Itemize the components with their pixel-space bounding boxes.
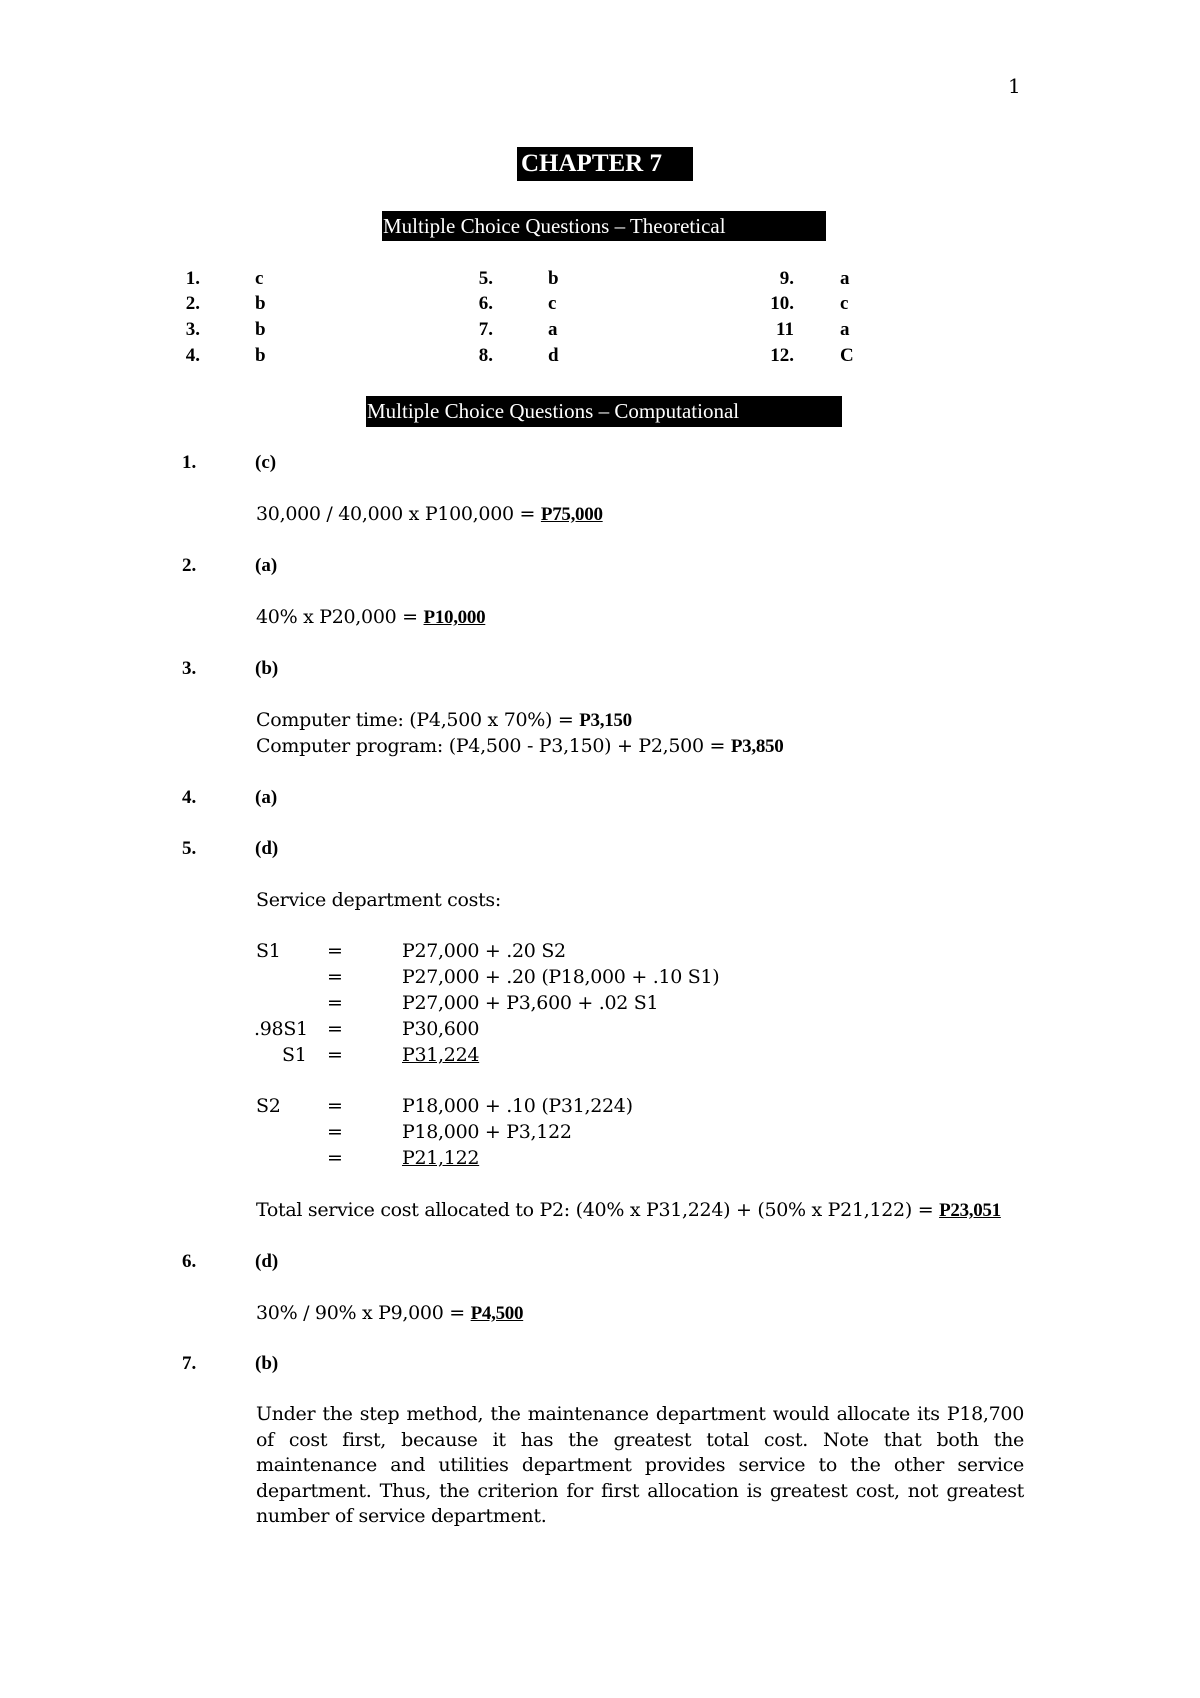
q1-result: P75,000 <box>540 504 603 525</box>
question-number: 6. <box>182 1251 197 1272</box>
theo-answer: d <box>548 345 559 366</box>
equation-rhs: P27,000 + P3,600 + .02 S1 <box>402 992 659 1014</box>
equation-equals: = <box>327 1095 343 1117</box>
equation-equals: = <box>327 940 343 962</box>
theo-num: 6. <box>478 293 493 314</box>
chapter-title: CHAPTER 7 <box>517 147 693 181</box>
equation-equals: = <box>327 1018 343 1040</box>
question-answer: (d) <box>255 1251 279 1272</box>
theo-answer: b <box>255 319 266 340</box>
q7-explanation: Under the step method, the maintenance department would allocate its P18,700 of cost first, because it has the greatest total cost. Note that both the maintenance and utilities department provides service to the other service department. Thus, the criterion for first allocation is greatest cost, not greatest number of service department. <box>256 1403 1024 1527</box>
question-answer: (b) <box>255 1353 279 1374</box>
q6-result: P4,500 <box>470 1303 524 1324</box>
theo-answer: c <box>255 268 264 289</box>
equation-rhs: P27,000 + .20 S2 <box>402 940 566 962</box>
question-number: 5. <box>182 838 197 859</box>
theo-num: 7. <box>478 319 493 340</box>
theo-num: 1. <box>185 268 200 289</box>
theo-num: 8. <box>478 345 493 366</box>
q5-total-service-cost: Total service cost allocated to P2: (40% x P31,224) + (50% x P21,122) = P23,051 <box>256 1199 1001 1221</box>
equation-rhs: P18,000 + .10 (P31,224) <box>402 1095 633 1117</box>
theo-num: 5. <box>478 268 493 289</box>
question-number: 4. <box>182 787 197 808</box>
equation-rhs: P18,000 + P3,122 <box>402 1121 572 1143</box>
equation-equals: = <box>327 992 343 1014</box>
equation-lhs: S2 <box>256 1095 281 1117</box>
q5-total-result: P23,051 <box>939 1200 1001 1221</box>
question-answer: (c) <box>255 452 277 473</box>
theo-num: 4. <box>185 345 200 366</box>
question-number: 2. <box>182 555 197 576</box>
theo-num: 2. <box>185 293 200 314</box>
question-answer: (b) <box>255 658 279 679</box>
q2-calculation: 40% x P20,000 = P10,000 <box>256 606 486 628</box>
theo-num: 3. <box>185 319 200 340</box>
q3-computer-time: Computer time: (P4,500 x 70%) = P3,150 <box>256 709 632 731</box>
equation-equals: = <box>327 1044 343 1066</box>
question-answer: (d) <box>255 838 279 859</box>
question-answer: (a) <box>255 555 278 576</box>
theo-answer: c <box>548 293 557 314</box>
theo-num: 12. <box>770 345 794 366</box>
computational-heading: Multiple Choice Questions – Computational <box>366 396 842 427</box>
q5-intro: Service department costs: <box>256 889 501 911</box>
theo-answer: b <box>255 345 266 366</box>
theo-answer: a <box>840 268 850 289</box>
equation-rhs: P30,600 <box>402 1018 480 1040</box>
theo-answer: a <box>840 319 850 340</box>
theo-num: 11 <box>776 319 794 340</box>
page-number: 1 <box>1008 74 1021 98</box>
question-number: 1. <box>182 452 197 473</box>
question-number: 7. <box>182 1353 197 1374</box>
theo-answer: b <box>255 293 266 314</box>
q3-result-2: P3,850 <box>730 736 784 757</box>
q6-calculation: 30% / 90% x P9,000 = P4,500 <box>256 1302 524 1324</box>
theo-answer: C <box>840 345 854 366</box>
equation-equals: = <box>327 1121 343 1143</box>
q1-calculation: 30,000 / 40,000 x P100,000 = P75,000 <box>256 503 603 525</box>
s2-value: P21,122 <box>402 1147 480 1169</box>
theo-answer: a <box>548 319 558 340</box>
equation-lhs: S1 <box>282 1044 307 1066</box>
q2-result: P10,000 <box>423 607 486 628</box>
equation-lhs: S1 <box>256 940 281 962</box>
theo-answer: c <box>840 293 849 314</box>
equation-equals: = <box>327 1147 343 1169</box>
q3-result-1: P3,150 <box>579 710 632 731</box>
theoretical-heading: Multiple Choice Questions – Theoretical <box>382 211 826 241</box>
theo-num: 9. <box>779 268 794 289</box>
question-number: 3. <box>182 658 197 679</box>
question-answer: (a) <box>255 787 278 808</box>
equation-rhs: P27,000 + .20 (P18,000 + .10 S1) <box>402 966 720 988</box>
theo-answer: b <box>548 268 559 289</box>
q3-computer-program: Computer program: (P4,500 - P3,150) + P2,500 = P3,850 <box>256 735 784 757</box>
equation-lhs: .98S1 <box>254 1018 308 1040</box>
theo-num: 10. <box>770 293 794 314</box>
s1-value: P31,224 <box>402 1044 480 1066</box>
equation-equals: = <box>327 966 343 988</box>
